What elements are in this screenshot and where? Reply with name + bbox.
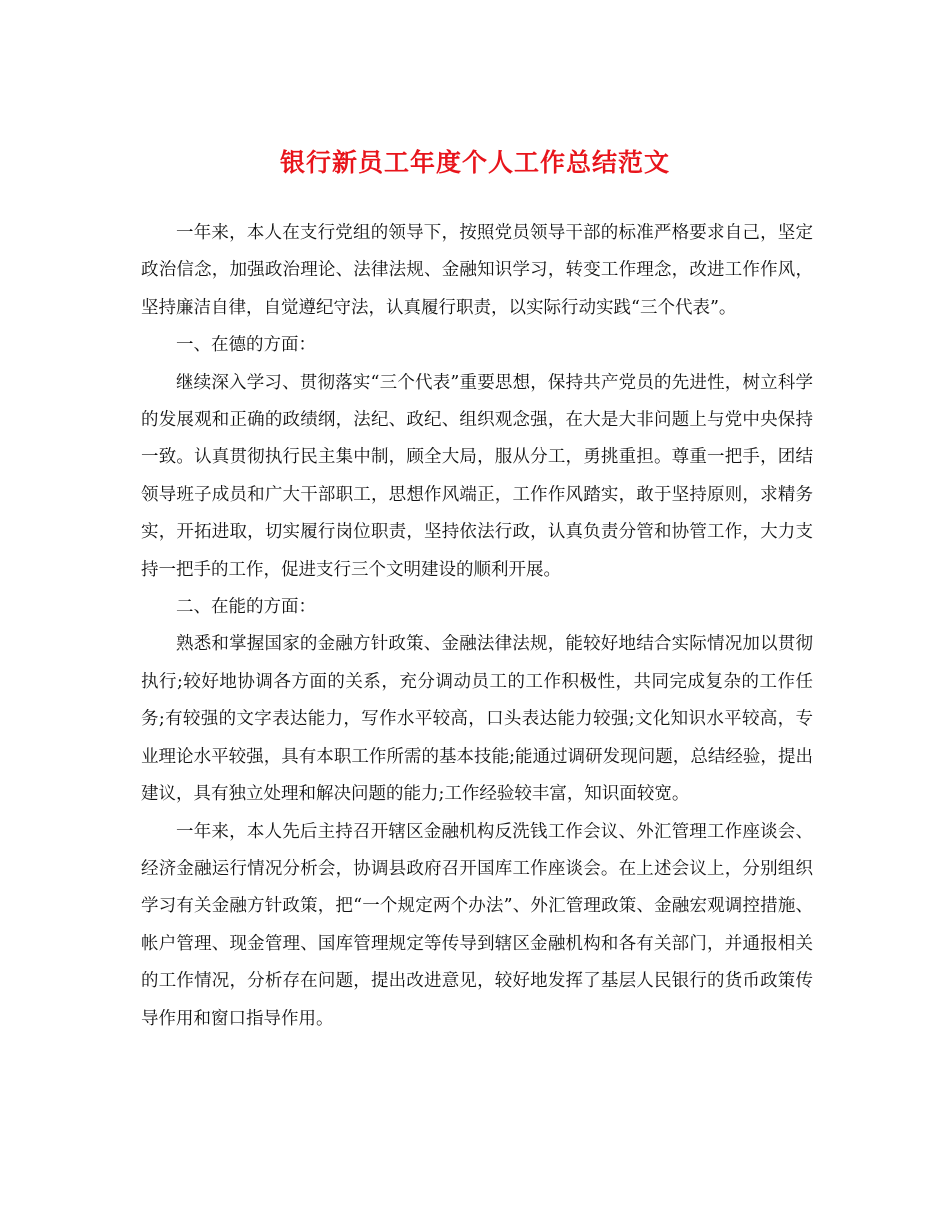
section-heading-morality: 一、在德的方面：	[176, 335, 316, 356]
document-title: 银行新员工年度个人工作总结范文	[279, 148, 670, 177]
section-heading-ability: 二、在能的方面：	[176, 597, 316, 618]
paragraph-meetings: 一年来，本人先后主持召开辖区金融机构反洗钱工作会议、外汇管理工作座谈会、经济金融运行情况分析会，协调县政府召开国库工作座谈会。在上述会议上，分别组织学习有关金融方针政策，把“一个规定两个办法”、外汇管理政策、金融宏观调控措施、帐户管理、现金管理、国库管理规定等传导到辖区金融机构和各有关部门，并通报相关的工作情况，分析存在问题，提出改进意见，较好地发挥了基层人民银行的货币政策传导作用和窗口指导作用。	[141, 821, 813, 1029]
paragraph-ability: 熟悉和掌握国家的金融方针政策、金融法律法规，能较好地结合实际情况加以贯彻执行;较好地协调各方面的关系，充分调动员工的工作积极性，共同完成复杂的工作任务;有较强的文字表达能力，写作水平较高，口头表达能力较强;文化知识水平较高，专业理论水平较强，具有本职工作所需的基本技能;能通过调研发现问题，总结经验，提出建议，具有独立处理和解决问题的能力;工作经验较丰富，知识面较宽。	[141, 634, 813, 805]
paragraph-intro: 一年来，本人在支行党组的领导下，按照党员领导干部的标准严格要求自己，坚定政治信念，加强政治理论、法律法规、金融知识学习，转变工作理念，改进工作作风，坚持廉洁自律，自觉遵纪守法，认真履行职责，以实际行动实践“三个代表”。	[141, 223, 813, 318]
paragraph-morality: 继续深入学习、贯彻落实“三个代表”重要思想，保持共产党员的先进性，树立科学的发展观和正确的政绩纲，法纪、政纪、组织观念强，在大是大非问题上与党中央保持一致。认真贯彻执行民主集中制，顾全大局，服从分工，勇挑重担。尊重一把手，团结领导班子成员和广大干部职工，思想作风端正，工作作风踏实，敢于坚持原则，求精务实，开拓进取，切实履行岗位职责，坚持依法行政，认真负责分管和协管工作，大力支持一把手的工作，促进支行三个文明建设的顺利开展。	[141, 372, 813, 580]
document-body	[141, 215, 813, 1038]
